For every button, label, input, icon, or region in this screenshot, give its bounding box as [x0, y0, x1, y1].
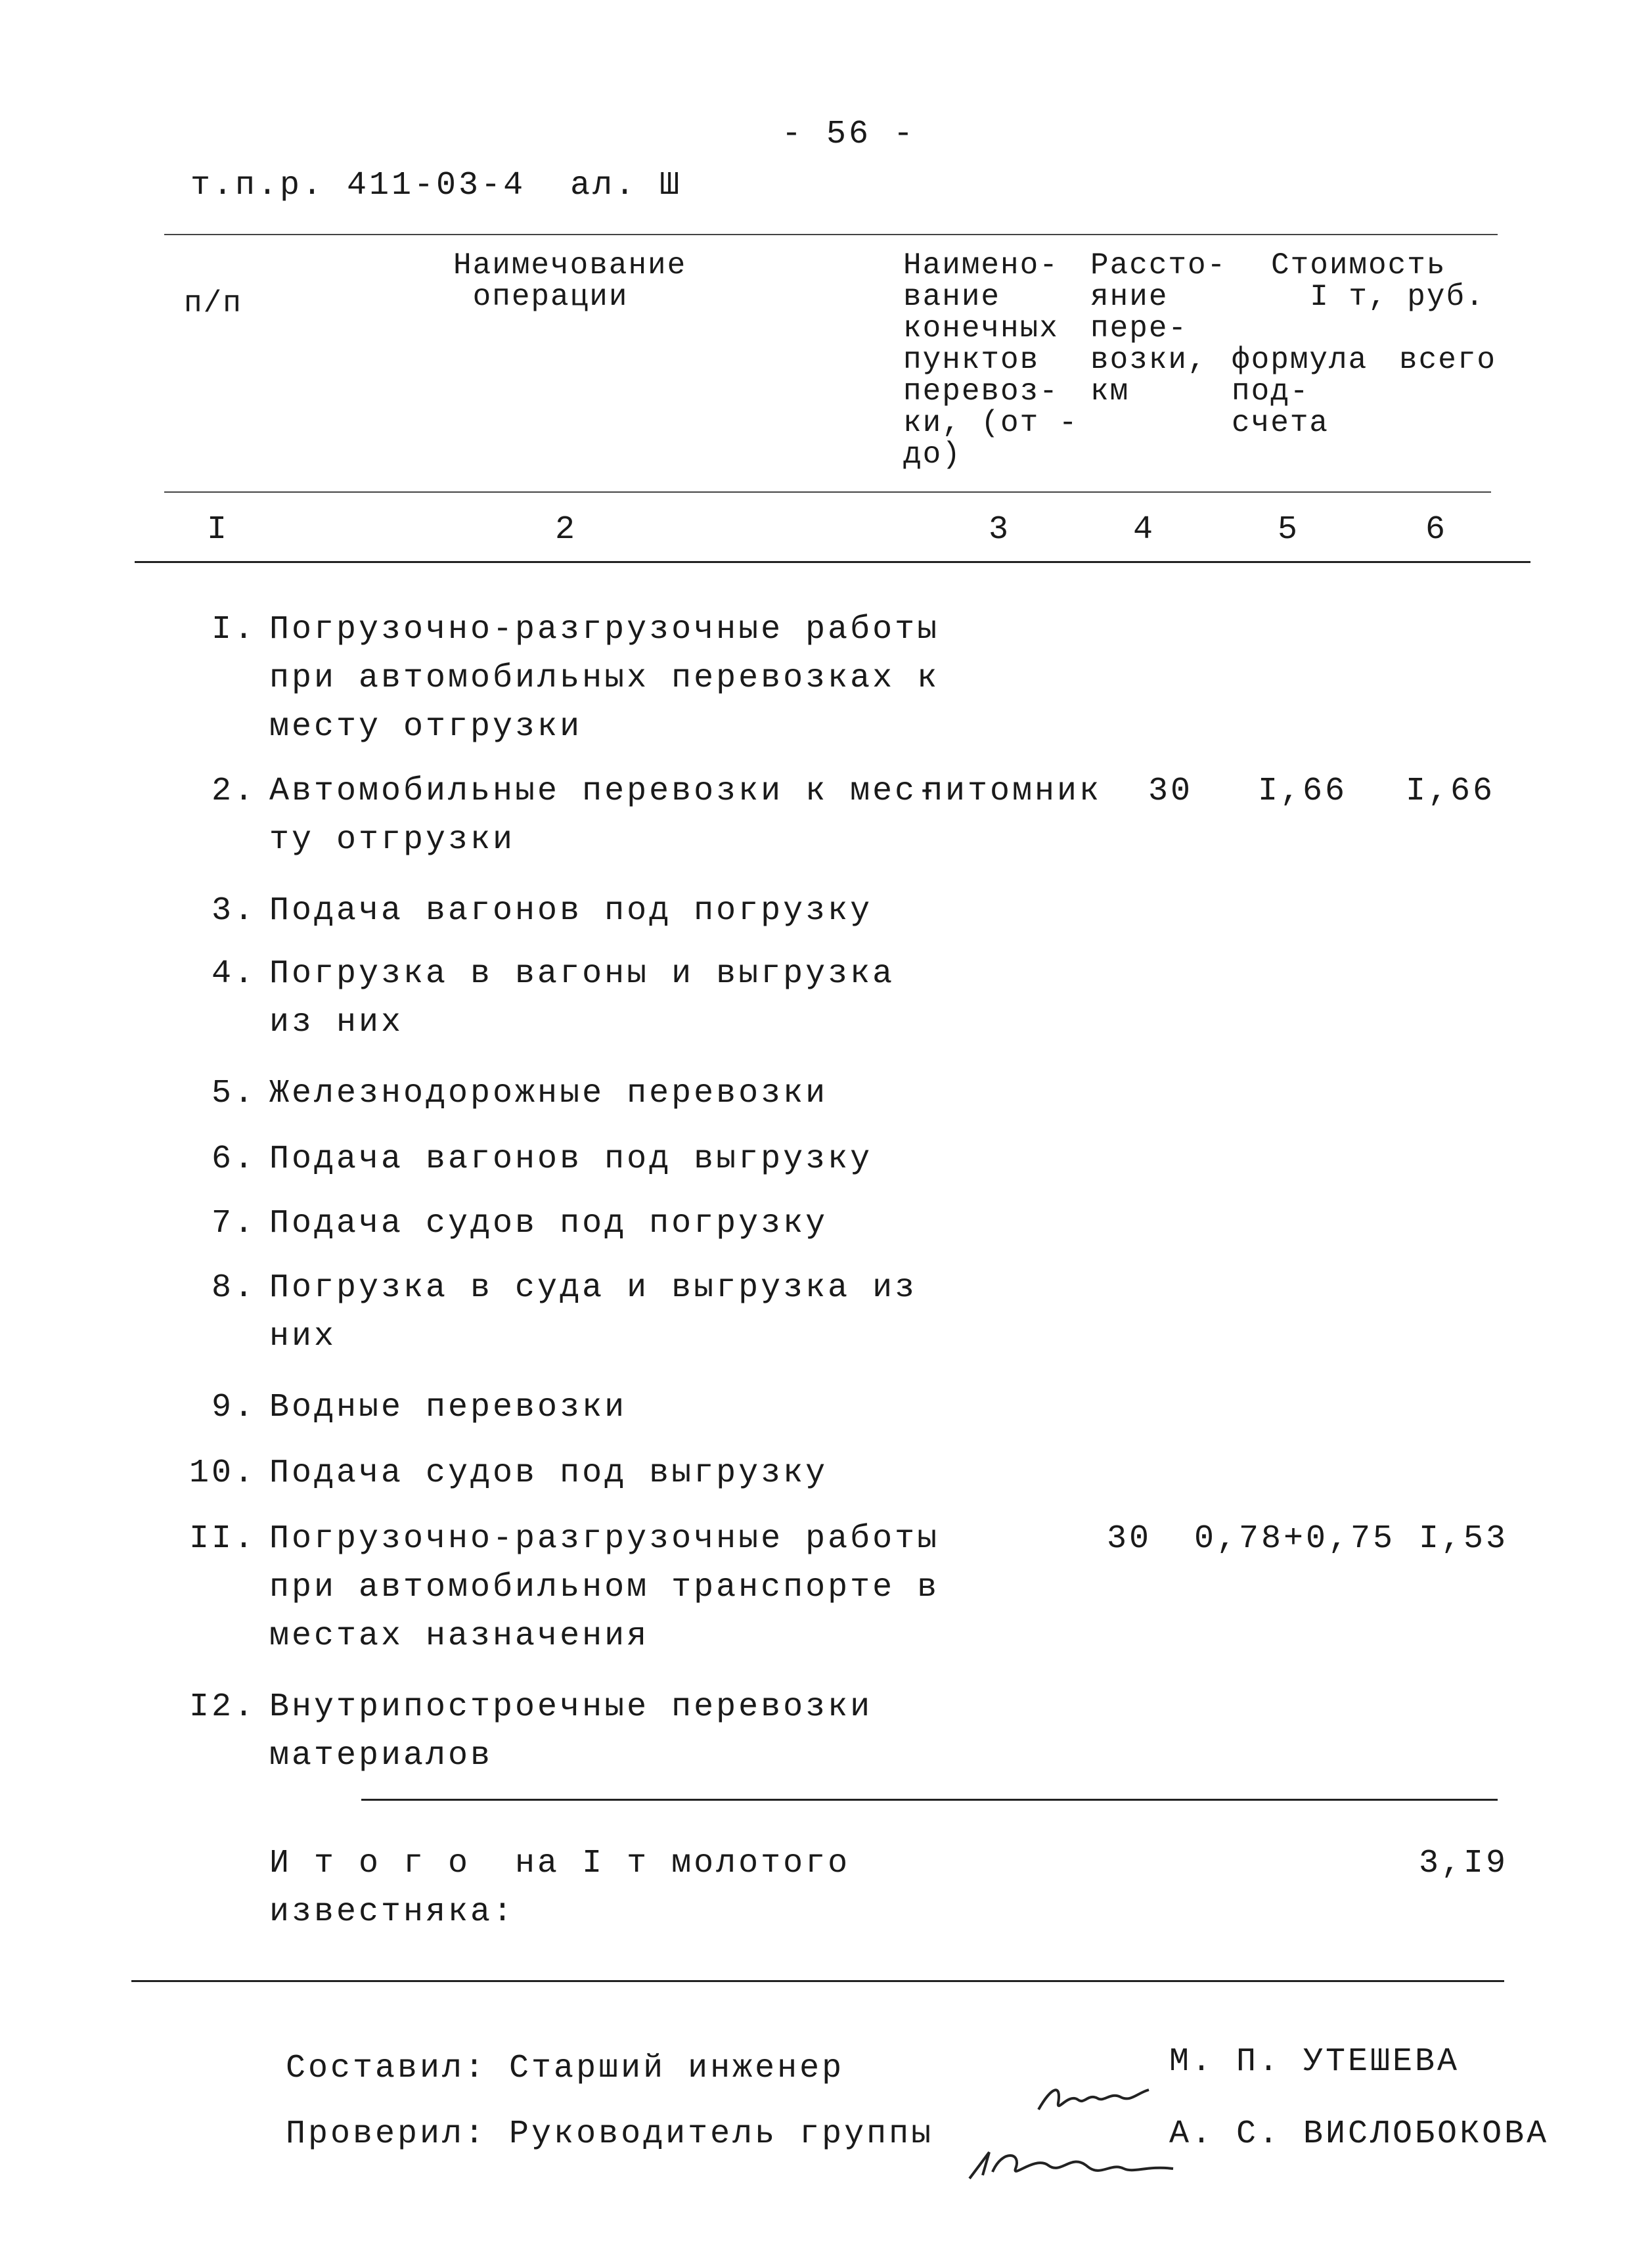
header-col-operation: Наимечование операции — [453, 248, 687, 314]
row-operation: Подача вагонов под выгрузку — [269, 1140, 873, 1178]
row-distance: 30 — [1107, 1520, 1152, 1558]
row-number: 8. — [211, 1269, 256, 1307]
row-number: 10. — [189, 1455, 256, 1492]
column-number-2: 2 — [555, 511, 578, 549]
row-number: I2. — [189, 1688, 256, 1726]
reviewer-name: А. С. ВИСЛОБОКОВА — [1169, 2115, 1550, 2153]
header-col-destination: Наимено- вание конечных пунктов перевоз- ки, (от - до) — [903, 248, 1079, 472]
row-number: 9. — [211, 1389, 256, 1426]
row-number: 5. — [211, 1075, 256, 1112]
compiler-name: М. П. УТЕШЕВА — [1169, 2043, 1460, 2081]
row-operation: Погрузочно-разгрузочные работы при автомобильном транспорте в местах назначения — [269, 1520, 940, 1655]
row-number: 7. — [211, 1205, 256, 1242]
row-operation: Подача вагонов под погрузку — [269, 892, 873, 930]
row-operation: Внутрипостроечные перевозки материалов — [269, 1688, 873, 1774]
reviewer-role: Проверил: Руководитель группы — [286, 2115, 934, 2153]
header-bottom-rule — [135, 561, 1530, 563]
handwritten-signature-icon — [963, 2139, 1180, 2192]
column-number-5: 5 — [1278, 511, 1301, 549]
page-number: - 56 - — [782, 116, 916, 153]
header-mid-rule — [164, 491, 1491, 493]
column-number-6: 6 — [1425, 511, 1448, 549]
row-destination: питомник — [923, 773, 1102, 810]
header-col-cost: Стоимость I т, руб. — [1271, 248, 1485, 314]
header-col-total: всего — [1399, 343, 1497, 377]
row-operation: Железнодорожные перевозки — [269, 1075, 828, 1112]
row-number: 3. — [211, 892, 256, 930]
column-number-3: 3 — [989, 511, 1012, 549]
column-number-4: 4 — [1133, 511, 1156, 549]
header-col-number: п/п — [184, 286, 242, 321]
row-operation: Автомобильные перевозки к мес- ту отгрузки — [269, 773, 940, 859]
reviewer-signature — [923, 2102, 1180, 2236]
row-operation: Погрузочно-разгрузочные работы при автомобильных перевозках к месту отгрузки — [269, 611, 940, 746]
row-operation: Подача судов под выгрузку — [269, 1455, 828, 1492]
row-distance: 30 — [1148, 773, 1194, 810]
row-operation: Подача судов под погрузку — [269, 1205, 828, 1242]
header-top-rule — [164, 234, 1498, 235]
row-formula: 0,78+0,75 — [1194, 1520, 1396, 1558]
header-col-distance: Рассто- яние пере- возки, км — [1090, 248, 1227, 409]
row-number: 4. — [211, 955, 256, 993]
total-bottom-rule — [131, 1980, 1504, 1982]
header-col-formula: формула под- счета — [1232, 343, 1368, 440]
total-label: И т о г о на I т молотого известняка: — [269, 1845, 851, 1931]
document-reference: т.п.р. 411-03-4 ал. Ш — [190, 167, 682, 204]
row-number: II. — [189, 1520, 256, 1558]
row-total: I,66 — [1406, 773, 1496, 810]
row-formula: I,66 — [1258, 773, 1348, 810]
row-total: I,53 — [1419, 1520, 1509, 1558]
row-operation: Погрузка в суда и выгрузка из них — [269, 1269, 918, 1355]
column-number-1: I — [207, 511, 230, 549]
row-operation: Погрузка в вагоны и выгрузка из них — [269, 955, 895, 1041]
total-top-rule — [361, 1799, 1498, 1801]
row-number: 6. — [211, 1140, 256, 1178]
row-number: 2. — [211, 773, 256, 810]
compiler-role: Составил: Старший инженер — [286, 2050, 845, 2087]
row-operation: Водные перевозки — [269, 1389, 627, 1426]
row-number: I. — [211, 611, 256, 648]
total-value: 3,I9 — [1419, 1845, 1509, 1882]
